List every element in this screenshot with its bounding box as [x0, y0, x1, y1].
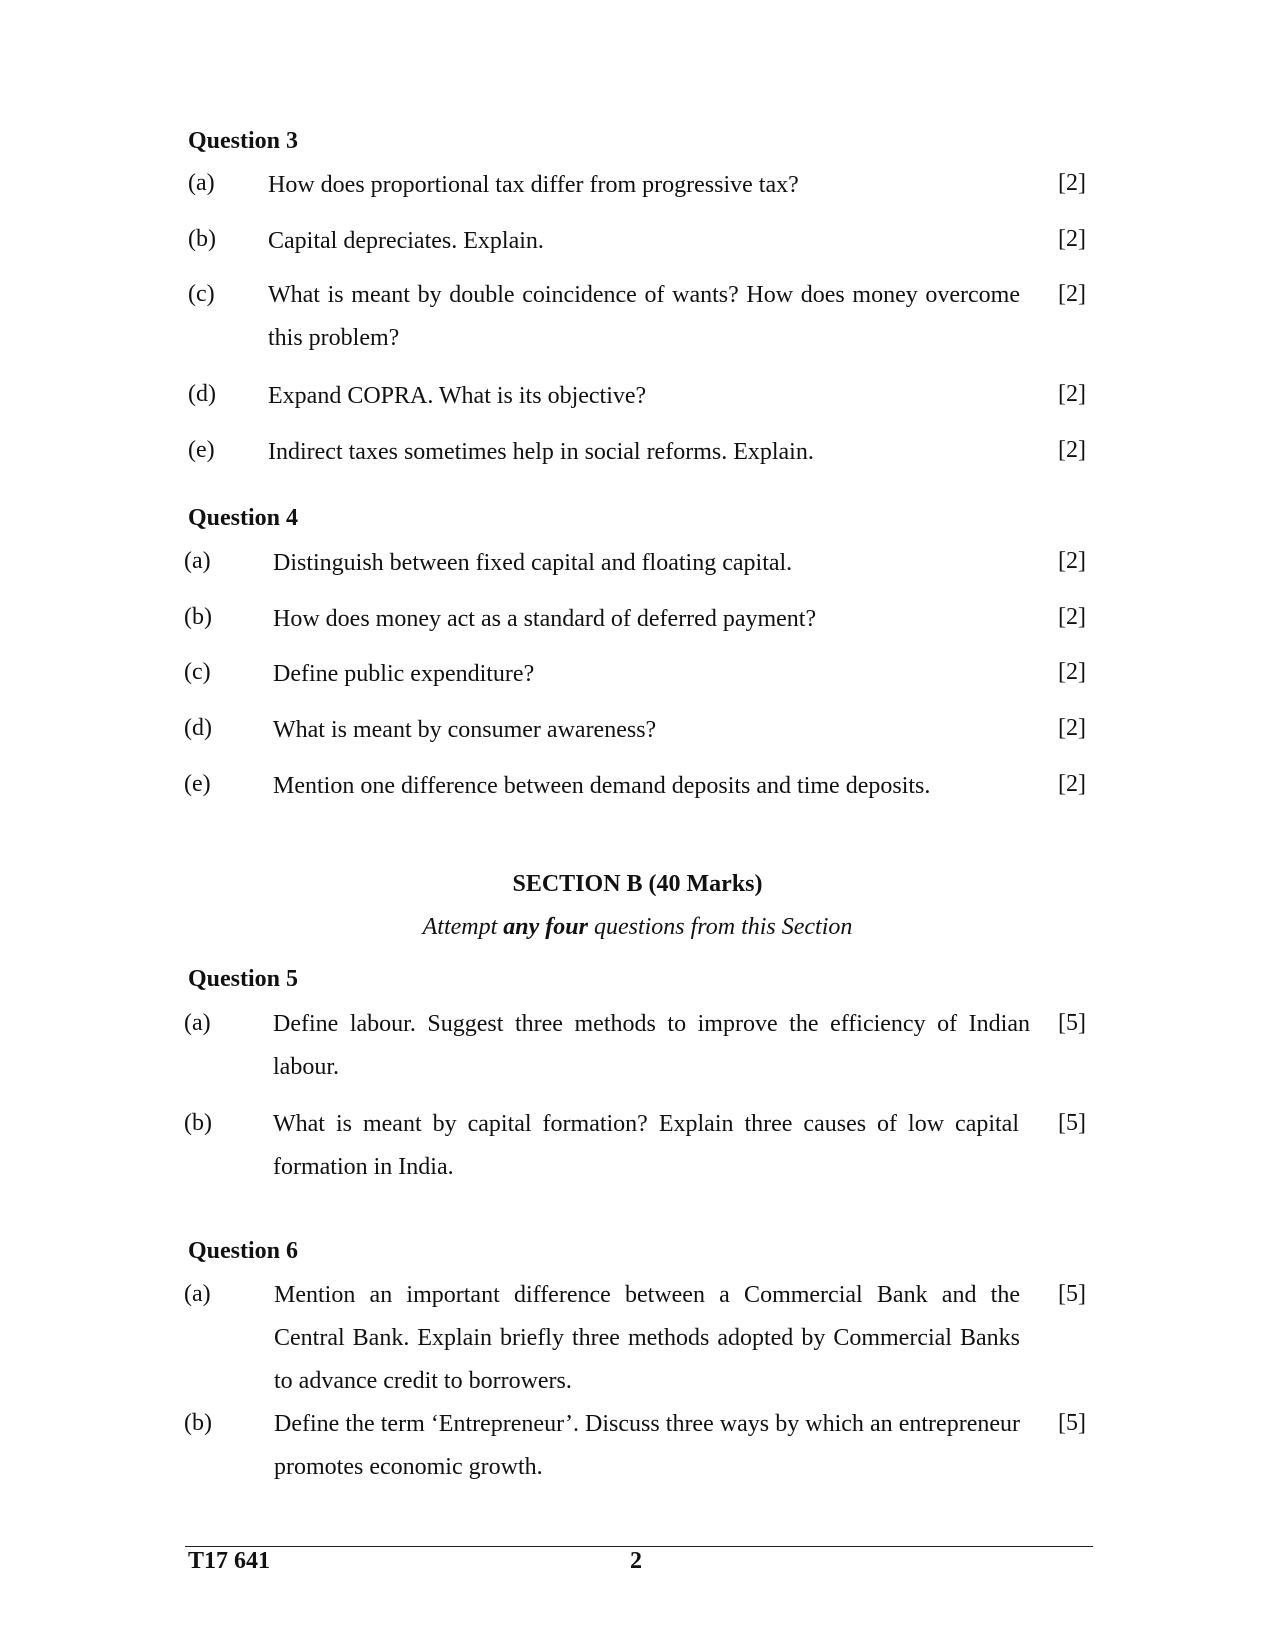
item-label: (a) — [184, 1281, 211, 1307]
item-label: (c) — [184, 659, 211, 685]
item-text: Capital depreciates. Explain. — [268, 228, 544, 254]
section-b-instruction — [0, 914, 1275, 941]
item-marks: [2] — [1058, 604, 1086, 630]
item-text: How does money act as a standard of deferred payment? — [273, 606, 817, 632]
item-text: Mention an important difference between a Commercial Bank and the Central Bank. Explain briefly three methods adopted by Commercial Banks to advance credit to borrowers. — [274, 1282, 1020, 1394]
item-label: (a) — [188, 170, 215, 196]
item-marks: [5] — [1058, 1010, 1086, 1036]
paper-code: T17 641 — [188, 1548, 271, 1574]
instruction-pre: Attempt — [422, 914, 504, 940]
item-marks: [2] — [1058, 715, 1086, 741]
item-marks: [2] — [1058, 281, 1086, 307]
item-marks: [2] — [1058, 548, 1086, 574]
item-text: How does proportional tax differ from progressive tax? — [268, 172, 799, 198]
item-text: What is meant by double coincidence of wants? How does money overcome this problem? — [268, 282, 1020, 351]
item-label: (d) — [188, 381, 216, 407]
item-text: What is meant by capital formation? Explain three causes of low capital formation in India. — [273, 1111, 1019, 1180]
item-text: Expand COPRA. What is its objective? — [268, 383, 647, 409]
question-5-heading: Question 5 — [188, 966, 299, 992]
item-marks: [2] — [1058, 170, 1086, 196]
item-marks: [2] — [1058, 771, 1086, 797]
instruction-bold: any four — [503, 914, 588, 940]
item-text: Mention one difference between demand deposits and time deposits. — [273, 773, 931, 799]
instruction-post: questions from this Section — [587, 914, 853, 940]
item-marks: [2] — [1058, 381, 1086, 407]
question-6-heading: Question 6 — [188, 1238, 299, 1264]
item-marks: [2] — [1058, 437, 1086, 463]
item-text: What is meant by consumer awareness? — [273, 717, 657, 743]
item-text: Define the term ‘Entrepreneur’. Discuss three ways by which an entrepreneur promotes economic growth. — [274, 1411, 1020, 1480]
item-label: (e) — [184, 771, 211, 797]
section-b-title: SECTION B (40 Marks) — [512, 871, 763, 897]
question-4-heading: Question 4 — [188, 505, 299, 531]
item-text: Define public expenditure? — [273, 661, 535, 687]
item-marks: [5] — [1058, 1281, 1086, 1307]
item-text: Distinguish between fixed capital and floating capital. — [273, 550, 793, 576]
item-label: (a) — [184, 1010, 211, 1036]
item-marks: [2] — [1058, 659, 1086, 685]
item-text: Indirect taxes sometimes help in social reforms. Explain. — [268, 439, 814, 465]
item-label: (b) — [184, 604, 212, 630]
footer-rule — [185, 1546, 1093, 1547]
item-label: (e) — [188, 437, 215, 463]
item-label: (c) — [188, 281, 215, 307]
question-3-heading: Question 3 — [188, 128, 299, 154]
item-text: Define labour. Suggest three methods to improve the efficiency of Indian labour. — [273, 1011, 1030, 1080]
item-label: (b) — [188, 226, 216, 252]
item-label: (d) — [184, 715, 212, 741]
page-number: 2 — [630, 1548, 642, 1574]
item-marks: [5] — [1058, 1410, 1086, 1436]
item-marks: [5] — [1058, 1110, 1086, 1136]
item-label: (a) — [184, 548, 211, 574]
item-label: (b) — [184, 1410, 212, 1436]
item-marks: [2] — [1058, 226, 1086, 252]
item-label: (b) — [184, 1110, 212, 1136]
